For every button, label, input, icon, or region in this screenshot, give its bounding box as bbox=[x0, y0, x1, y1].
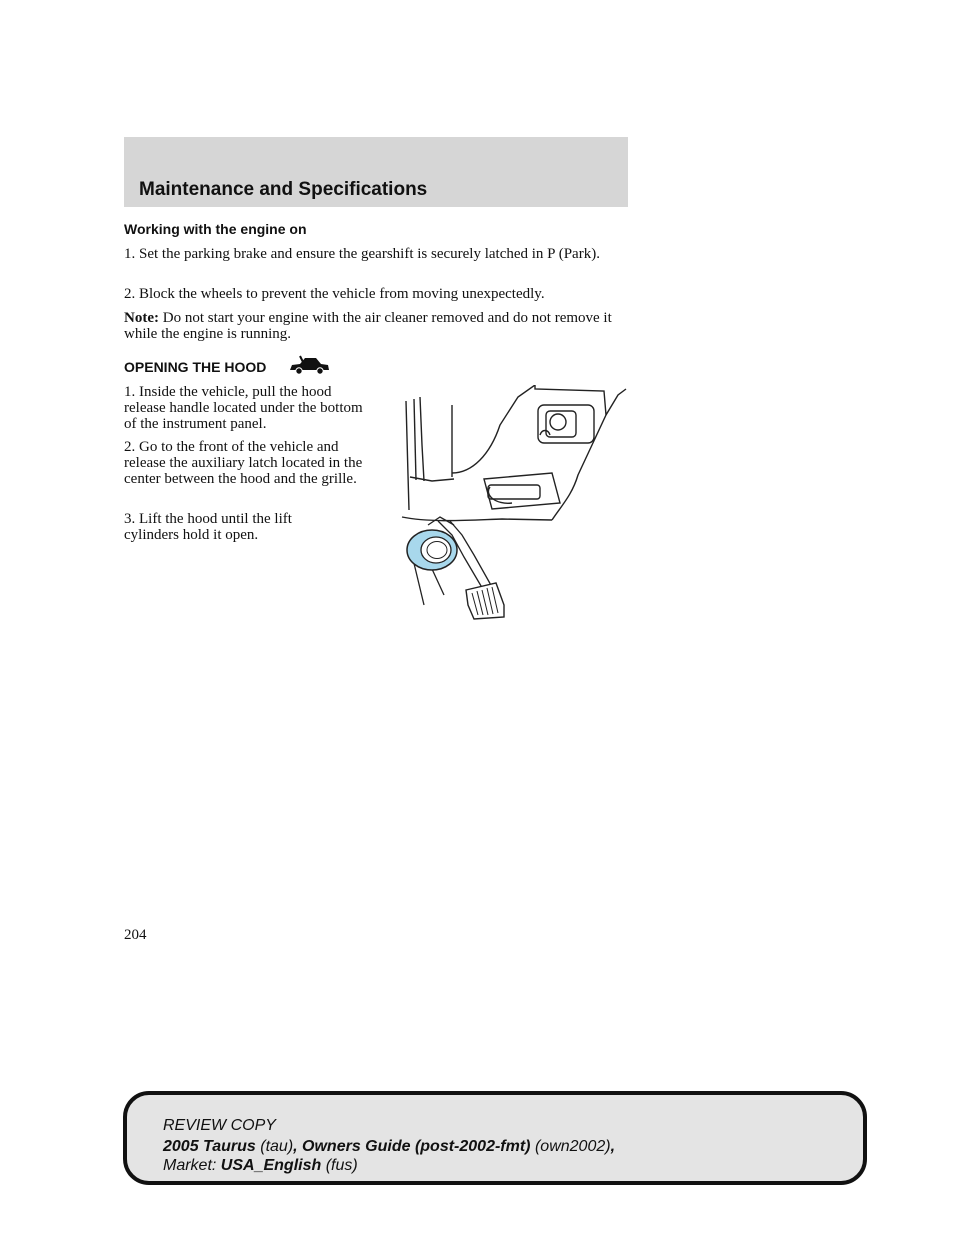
hood-step-2: 2. Go to the front of the vehicle and release the auxiliary latch located in the center between the hood and the grille. bbox=[124, 439, 363, 487]
footer-market bbox=[163, 1157, 358, 1175]
section-header-band bbox=[124, 137, 628, 207]
engine-on-note bbox=[124, 310, 628, 342]
review-copy-label: REVIEW COPY bbox=[163, 1117, 276, 1134]
footer-market-code: (fus) bbox=[321, 1157, 358, 1174]
hood-step-1: 1. Inside the vehicle, pull the hood release handle located under the bottom of the instrument panel. bbox=[124, 384, 363, 432]
note-label: Note: bbox=[124, 310, 159, 326]
car-hood-icon bbox=[288, 355, 330, 375]
section-title: Maintenance and Specifications bbox=[139, 179, 428, 200]
footer-comma: , bbox=[610, 1138, 616, 1155]
note-text: Do not start your engine with the air cleaner removed and do not remove it while the engine is running. bbox=[124, 310, 612, 342]
engine-on-step-2: 2. Block the wheels to prevent the vehicle from moving unexpectedly. bbox=[124, 286, 545, 302]
footer-guide-code: (own2002) bbox=[530, 1138, 611, 1155]
engine-on-step-1: 1. Set the parking brake and ensure the gearshift is securely latched in P (Park). bbox=[124, 246, 600, 262]
footer-guide: , Owners Guide (post-2002-fmt) bbox=[293, 1138, 531, 1155]
footer-review-copy bbox=[163, 1117, 276, 1135]
footer-model-code: (tau) bbox=[255, 1138, 294, 1155]
footer-market-value: USA_English bbox=[220, 1157, 322, 1174]
page-number: 204 bbox=[124, 927, 147, 943]
review-copy-footer bbox=[123, 1091, 867, 1185]
footer-model: 2005 Taurus bbox=[163, 1138, 256, 1155]
footer-publication bbox=[163, 1138, 615, 1156]
footer-market-label: Market: bbox=[163, 1157, 221, 1174]
hood-release-handle-illustration bbox=[392, 385, 628, 623]
engine-on-heading: Working with the engine on bbox=[124, 221, 307, 237]
opening-hood-heading: OPENING THE HOOD bbox=[124, 359, 267, 375]
hood-step-3: 3. Lift the hood until the lift cylinders hold it open. bbox=[124, 511, 292, 543]
